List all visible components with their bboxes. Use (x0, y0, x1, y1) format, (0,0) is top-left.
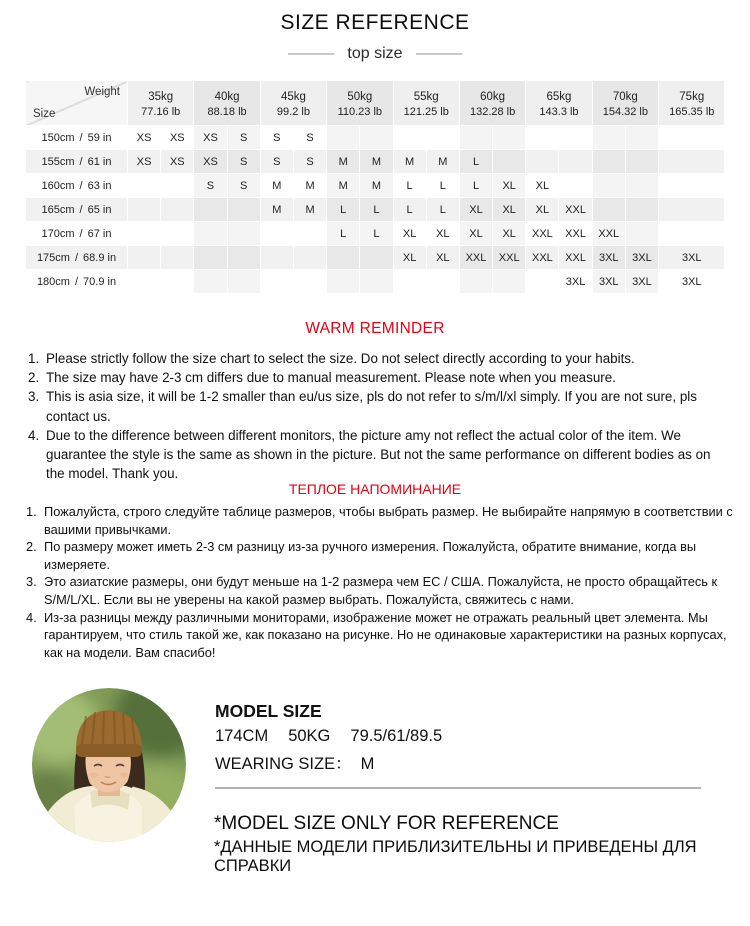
size-cell (659, 174, 725, 198)
height-in: 68.9 in (83, 251, 117, 264)
size-cell (161, 174, 194, 198)
size-cell (592, 174, 625, 198)
size-cell (194, 222, 227, 246)
size-cell (493, 126, 526, 150)
size-cell: S (194, 174, 227, 198)
size-cell (260, 270, 293, 294)
size-cell (625, 150, 658, 174)
weight-lb-label: 132.28 lb (469, 105, 516, 118)
weight-lb-label: 99.2 lb (276, 105, 310, 118)
size-cell (227, 198, 260, 222)
reminder-item-ru (26, 609, 738, 662)
reminder-item-text: Это азиатские размеры, они будут меньше на 1-2 размера чем ЕС / США. Пожалуйста, не просто обращайтесь к S/M/L/XL. Если вы не уверены на какой размер выбрать. Пожалуйста, свяжитесь с нами. (44, 574, 718, 607)
size-table-corner-cell (26, 81, 128, 126)
size-cell: XL (526, 198, 559, 222)
size-cell: M (293, 174, 326, 198)
size-cell: S (260, 150, 293, 174)
reminder-item-ru (26, 503, 738, 538)
size-cell: XS (194, 126, 227, 150)
height-cm: 175cm (36, 251, 70, 264)
size-table-section (25, 80, 725, 294)
size-table-row (26, 150, 725, 174)
size-cell (526, 150, 559, 174)
height-row-label (26, 246, 128, 270)
height-cm: 150cm (41, 131, 75, 144)
size-cell: XXL (559, 222, 592, 246)
size-cell: L (393, 174, 426, 198)
size-cell (260, 246, 293, 270)
size-cell (659, 126, 725, 150)
size-cell: M (327, 174, 360, 198)
size-cell: M (426, 150, 459, 174)
corner-weight-label: Weight (84, 86, 120, 98)
size-cell: XS (128, 150, 161, 174)
size-cell (493, 150, 526, 174)
height-row-label (26, 126, 128, 150)
size-cell (128, 174, 161, 198)
height-in: 67 in (87, 227, 112, 240)
reminder-item-text: Пожалуйста, строго следуйте таблице размеров, чтобы выбрать размер. Не выбирайте напрямую в соответствии с вашими привычками. (44, 504, 733, 537)
height-in: 63 in (87, 179, 112, 192)
size-cell: XL (393, 246, 426, 270)
weight-column-header (393, 81, 459, 126)
size-table-row (26, 246, 725, 270)
size-cell: 3XL (592, 270, 625, 294)
weight-lb-label: 121.25 lb (403, 105, 449, 118)
size-cell: XXL (559, 246, 592, 270)
size-cell (493, 270, 526, 294)
size-cell: XXL (526, 222, 559, 246)
reminder-item-number: 4. (26, 609, 37, 625)
subtitle-label: top size (347, 45, 403, 62)
size-cell: M (327, 150, 360, 174)
size-cell: S (293, 150, 326, 174)
reminder-item-en (28, 426, 728, 484)
weight-kg-label: 70kg (612, 90, 638, 103)
size-cell: L (459, 150, 492, 174)
size-cell (161, 270, 194, 294)
size-cell: 3XL (625, 270, 658, 294)
warm-reminder-list-en (28, 349, 728, 483)
size-cell (625, 222, 658, 246)
height-row-label (26, 222, 128, 246)
size-cell: M (260, 174, 293, 198)
size-cell: XL (526, 174, 559, 198)
weight-lb-label: 110.23 lb (337, 105, 383, 118)
size-cell: 3XL (659, 270, 725, 294)
size-cell: 3XL (625, 246, 658, 270)
reminder-item-text: Due to the difference between different monitors, the picture amy not reflect the actual color of the item. We guarantee the style is the same as shown in the picture. But not the same performance on different bodies as on the model. Thank you. (46, 427, 711, 482)
size-cell: XXL (592, 222, 625, 246)
reminder-item-ru (26, 538, 738, 573)
weight-column-header (327, 81, 393, 126)
model-weight: 50KG (288, 727, 331, 745)
height-label-separator: / (79, 155, 83, 168)
reminder-item-number: 2. (26, 539, 37, 555)
size-cell: XXL (459, 246, 492, 270)
size-table-row (26, 174, 725, 198)
size-cell: XL (493, 174, 526, 198)
reminder-item-text: This is asia size, it will be 1-2 smaller than eu/us size, pls do not refer to s/m/l/xl simply. If you are not sure, pls contact us. (46, 389, 697, 424)
size-cell (360, 246, 393, 270)
corner-size-label: Size (33, 108, 56, 120)
reminder-item-text: Из-за разницы между различными мониторами, изображение может не отражать реальный цвет элемента. Мы гарантируем, что стиль такой же, как показано на рисунке. Но не одинаковые характеристики на разных корпусах, как на модели. Вам спасибо! (44, 609, 727, 660)
size-cell (161, 246, 194, 270)
subtitle-top-size (0, 45, 750, 63)
size-cell (659, 222, 725, 246)
size-cell: XXL (559, 198, 592, 222)
subtitle-dash-left-icon (288, 53, 334, 55)
height-label-separator: / (74, 251, 79, 264)
model-size-heading: MODEL SIZE (215, 701, 322, 721)
height-label-separator: / (79, 203, 83, 216)
size-cell (293, 222, 326, 246)
size-cell: S (260, 126, 293, 150)
size-cell (128, 246, 161, 270)
weight-lb-label: 88.18 lb (207, 105, 247, 118)
size-cell: S (227, 150, 260, 174)
height-row-label (26, 198, 128, 222)
height-row-label (26, 270, 128, 294)
size-cell: XS (161, 150, 194, 174)
size-cell: XXL (526, 246, 559, 270)
size-cell: XL (459, 222, 492, 246)
footnote-ru: *ДАННЫЕ МОДЕЛИ ПРИБЛИЗИТЕЛЬНЫ И ПРИВЕДЕНЫ ДЛЯ СПРАВКИ (214, 838, 697, 875)
weight-kg-label: 65kg (546, 90, 572, 103)
height-label-separator: / (79, 227, 83, 240)
page-title: SIZE REFERENCE (280, 11, 470, 34)
size-cell (625, 126, 658, 150)
size-cell (161, 198, 194, 222)
wearing-size-label: WEARING SIZE： (215, 755, 352, 773)
size-cell: XL (493, 198, 526, 222)
weight-column-header (659, 81, 725, 126)
size-cell: M (360, 174, 393, 198)
size-cell (393, 126, 426, 150)
height-row-label (26, 150, 128, 174)
size-cell: XL (393, 222, 426, 246)
weight-kg-label: 45kg (280, 90, 306, 103)
size-cell (659, 198, 725, 222)
reminder-item-en (28, 368, 728, 387)
size-cell: M (393, 150, 426, 174)
reminder-item-ru (26, 573, 738, 608)
size-cell: XL (426, 222, 459, 246)
reminder-item-number: 3. (26, 574, 37, 590)
size-cell (327, 126, 360, 150)
wearing-size-value: M (360, 755, 375, 773)
weight-column-header (128, 81, 194, 126)
size-cell (459, 270, 492, 294)
model-photo (32, 688, 186, 842)
size-cell: 3XL (659, 246, 725, 270)
size-cell: L (426, 198, 459, 222)
weight-lb-label: 77.16 lb (141, 105, 181, 118)
size-cell: XL (493, 222, 526, 246)
size-cell: L (393, 198, 426, 222)
warm-reminder-list-ru (26, 503, 738, 661)
size-cell (592, 198, 625, 222)
model-section-divider (215, 787, 701, 789)
size-cell (194, 198, 227, 222)
subtitle-dash-right-icon (416, 53, 462, 55)
size-cell: XS (128, 126, 161, 150)
size-cell: M (360, 150, 393, 174)
height-row-label (26, 174, 128, 198)
size-cell: L (327, 222, 360, 246)
model-wearing-size (215, 750, 374, 774)
weight-column-header (592, 81, 658, 126)
size-cell (559, 126, 592, 150)
size-cell: L (327, 198, 360, 222)
height-label-separator: / (74, 275, 79, 288)
size-table-header-row (26, 81, 725, 126)
model-height: 174CM (215, 727, 269, 745)
size-cell (659, 150, 725, 174)
size-cell (128, 198, 161, 222)
size-cell (260, 222, 293, 246)
height-cm: 165cm (41, 203, 75, 216)
reminder-item-number: 1. (26, 504, 37, 519)
weight-kg-label: 55kg (413, 90, 439, 103)
size-cell (426, 126, 459, 150)
height-in: 70.9 in (83, 275, 117, 288)
height-in: 61 in (87, 155, 112, 168)
reminder-item-number: 1. (28, 351, 40, 366)
size-cell (327, 246, 360, 270)
weight-kg-label: 50kg (347, 90, 373, 103)
size-cell (526, 126, 559, 150)
weight-column-header (459, 81, 525, 126)
weight-kg-label: 35kg (148, 90, 174, 103)
weight-column-header (194, 81, 260, 126)
size-cell (293, 246, 326, 270)
reminder-item-text: Please strictly follow the size chart to select the size. Do not select directly according to your habits. (46, 351, 635, 366)
size-cell: S (227, 126, 260, 150)
size-cell: XXL (493, 246, 526, 270)
size-cell (293, 270, 326, 294)
weight-kg-label: 60kg (480, 90, 506, 103)
size-cell: S (227, 174, 260, 198)
reminder-item-en (28, 349, 728, 368)
size-cell: L (426, 174, 459, 198)
size-cell (426, 270, 459, 294)
size-cell (227, 222, 260, 246)
reminder-item-text: The size may have 2-3 cm differs due to manual measurement. Please note when you measure. (46, 370, 616, 386)
size-cell: XL (459, 198, 492, 222)
size-cell: L (360, 222, 393, 246)
size-cell (592, 150, 625, 174)
height-label-separator: / (79, 179, 83, 192)
weight-kg-label: 40kg (214, 90, 240, 103)
weight-kg-label: 75kg (679, 90, 705, 103)
weight-column-header (526, 81, 592, 126)
size-cell: XS (194, 150, 227, 174)
size-cell: L (360, 198, 393, 222)
size-cell (459, 126, 492, 150)
reminder-item-number: 2. (28, 370, 40, 386)
reminder-item-number: 4. (28, 427, 40, 443)
size-cell (393, 270, 426, 294)
size-cell (625, 174, 658, 198)
reminder-item-text: По размеру может иметь 2-3 см разницу из-за ручного измерения. Пожалуйста, обратите внимание, когда вы измеряете. (44, 539, 697, 572)
size-cell (559, 174, 592, 198)
model-bwh: 79.5/61/89.5 (350, 727, 443, 745)
size-cell: S (293, 126, 326, 150)
size-cell (128, 222, 161, 246)
weight-lb-label: 154.32 lb (602, 105, 648, 118)
size-cell (227, 246, 260, 270)
size-cell: XL (426, 246, 459, 270)
size-cell: 3XL (559, 270, 592, 294)
height-cm: 155cm (41, 155, 75, 168)
size-cell (360, 126, 393, 150)
weight-lb-label: 143.3 lb (539, 105, 579, 118)
height-in: 59 in (87, 131, 112, 144)
size-cell (559, 150, 592, 174)
reminder-item-en (28, 387, 728, 425)
size-cell: M (260, 198, 293, 222)
reminder-item-number: 3. (28, 389, 40, 405)
size-cell (592, 126, 625, 150)
size-table-row (26, 198, 725, 222)
size-table-row (26, 270, 725, 294)
warm-reminder-heading-ru: ТЕПЛОЕ НАПОМИНАНИЕ (288, 481, 462, 497)
size-table-row (26, 222, 725, 246)
size-cell (526, 270, 559, 294)
model-portrait-illustration (32, 688, 186, 842)
height-label-separator: / (79, 131, 83, 144)
warm-reminder-heading-en: WARM REMINDER (305, 320, 445, 337)
size-cell (327, 270, 360, 294)
size-cell (194, 246, 227, 270)
size-cell (360, 270, 393, 294)
size-cell (161, 222, 194, 246)
height-cm: 160cm (41, 179, 75, 192)
weight-column-header (260, 81, 326, 126)
size-cell (194, 270, 227, 294)
size-cell: L (459, 174, 492, 198)
height-in: 65 in (87, 203, 112, 216)
size-cell: XS (161, 126, 194, 150)
size-cell (128, 270, 161, 294)
size-reference-table (25, 80, 725, 294)
height-cm: 180cm (36, 275, 70, 288)
model-measurements (215, 727, 462, 746)
footnote-en: *MODEL SIZE ONLY FOR REFERENCE (214, 813, 559, 834)
size-cell: M (293, 198, 326, 222)
size-cell: 3XL (592, 246, 625, 270)
size-cell (625, 198, 658, 222)
size-cell (227, 270, 260, 294)
size-table-row (26, 126, 725, 150)
weight-lb-label: 165.35 lb (669, 105, 715, 118)
height-cm: 170cm (41, 227, 75, 240)
